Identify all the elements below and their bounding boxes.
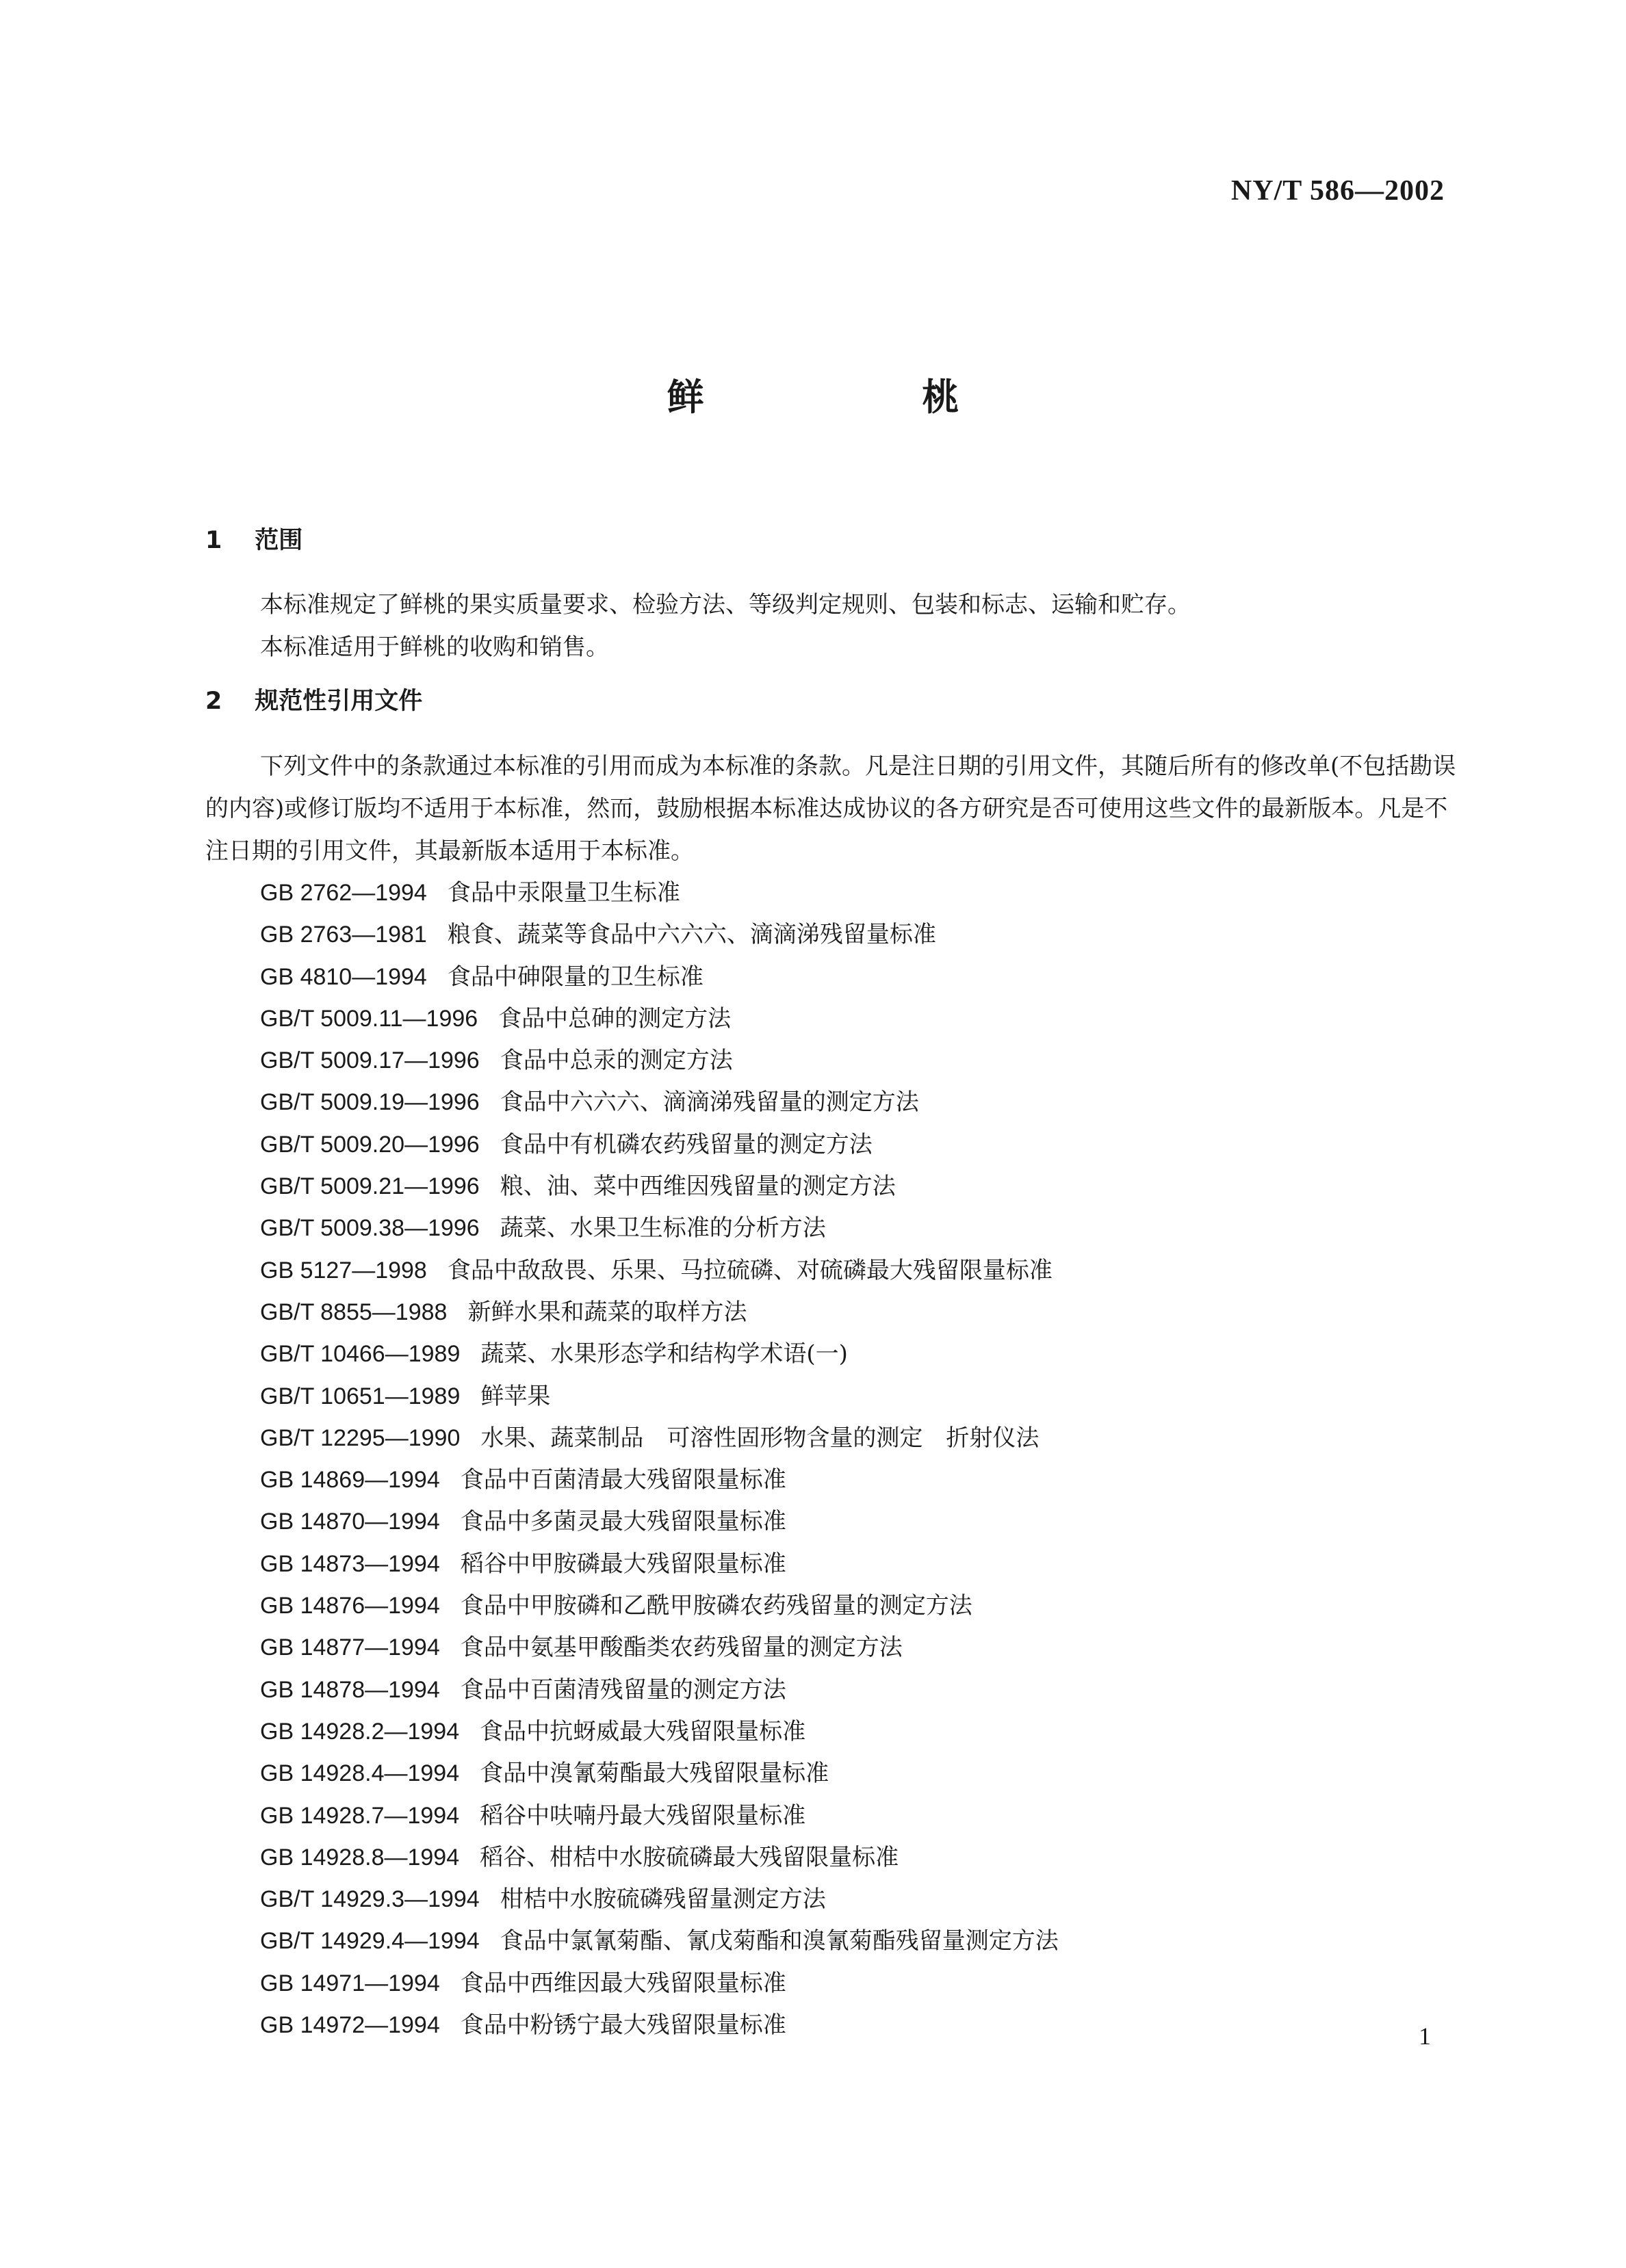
reference-title: 稻谷中甲胺磷最大残留限量标准 (460, 1550, 786, 1578)
reference-item (205, 1292, 1458, 1333)
reference-code: GB 14876—1994 (260, 1593, 440, 1619)
reference-title: 食品中多菌灵最大残留限量标准 (460, 1508, 786, 1536)
reference-item (205, 1669, 1458, 1711)
reference-title: 蔬菜、水果卫生标准的分析方法 (500, 1214, 826, 1242)
reference-item (205, 998, 1458, 1040)
reference-code: GB 2762—1994 (260, 880, 427, 906)
reference-item (205, 1543, 1458, 1585)
reference-code: GB/T 5009.11—1996 (260, 1005, 478, 1032)
reference-item (205, 1753, 1458, 1795)
reference-item (205, 956, 1458, 998)
reference-code: GB 14873—1994 (260, 1550, 440, 1577)
reference-title: 食品中敌敌畏、乐果、马拉硫磷、对硫磷最大残留限量标准 (447, 1256, 1053, 1284)
reference-title: 食品中砷限量的卫生标准 (447, 963, 704, 991)
reference-item (205, 1501, 1458, 1543)
reference-item (205, 1124, 1458, 1166)
reference-code: GB 14870—1994 (260, 1509, 440, 1535)
reference-item (205, 1963, 1458, 2005)
reference-title: 食品中氯氰菊酯、氰戊菊酯和溴氰菊酯残留量测定方法 (500, 1927, 1059, 1955)
reference-title: 食品中粉锈宁最大残留限量标准 (460, 2011, 786, 2039)
reference-code: GB/T 10651—1989 (260, 1383, 461, 1409)
reference-code: GB/T 14929.4—1994 (260, 1928, 480, 1955)
reference-title: 柑桔中水胺硫磷残留量测定方法 (500, 1886, 826, 1914)
scope-paragraph: 本标准规定了鲜桃的果实质量要求、检验方法、等级判定规则、包装和标志、运输和贮存。 (260, 591, 1191, 618)
reference-code: GB 5127—1998 (260, 1257, 427, 1283)
document-body (205, 520, 1458, 2046)
reference-code: GB/T 8855—1988 (260, 1299, 448, 1325)
reference-item (205, 1082, 1458, 1123)
reference-item (205, 1333, 1458, 1375)
reference-title: 食品中抗蚜威最大残留限量标准 (480, 1717, 806, 1745)
reference-code: GB 14928.4—1994 (260, 1760, 460, 1787)
reference-title: 食品中氨基甲酸酯类农药残留量的测定方法 (460, 1634, 903, 1662)
reference-code: GB 14878—1994 (260, 1676, 440, 1703)
section-heading-scope (205, 520, 1458, 561)
reference-item (205, 1459, 1458, 1501)
reference-title: 食品中甲胺磷和乙酰甲胺磷农药残留量的测定方法 (460, 1592, 972, 1620)
reference-item (205, 1376, 1458, 1418)
section-number: 2 (205, 688, 222, 715)
reference-item (205, 872, 1458, 914)
reference-title: 食品中溴氰菊酯最大残留限量标准 (480, 1760, 829, 1788)
reference-title: 粮、油、菜中西维因残留量的测定方法 (500, 1173, 896, 1201)
reference-item (205, 1920, 1458, 1962)
reference-code: GB/T 5009.38—1996 (260, 1215, 480, 1242)
reference-item (205, 1837, 1458, 1879)
reference-code: GB 14928.2—1994 (260, 1718, 460, 1745)
reference-code: GB/T 5009.20—1996 (260, 1131, 480, 1158)
section-title: 范围 (255, 527, 303, 554)
reference-code: GB/T 14929.3—1994 (260, 1886, 480, 1913)
reference-code: GB/T 5009.21—1996 (260, 1173, 480, 1200)
reference-item (205, 2005, 1458, 2046)
reference-title: 蔬菜、水果形态学和结构学术语(一) (480, 1340, 848, 1368)
reference-title: 食品中百菌清最大残留限量标准 (460, 1466, 786, 1494)
page-number: 1 (1419, 2022, 1431, 2050)
reference-code: GB/T 12295—1990 (260, 1424, 461, 1451)
reference-code: GB 14972—1994 (260, 2012, 440, 2039)
reference-item (205, 1585, 1458, 1627)
section-title: 规范性引用文件 (255, 688, 423, 715)
references-intro: 下列文件中的条款通过本标准的引用而成为本标准的条款。凡是注日期的引用文件，其随后所有的修改单(不包括勘误的内容)或修订版均不适用于本标准，然而，鼓励根据本标准达成协议的各方研究是否可使用这些文件的最新版本。凡是不注日期的引用文件，其最新版本适用于本标准。 (205, 753, 1456, 865)
reference-item (205, 1166, 1458, 1208)
reference-list (205, 872, 1458, 2046)
reference-code: GB/T 5009.19—1996 (260, 1089, 480, 1116)
reference-item (205, 1795, 1458, 1837)
reference-code: GB/T 5009.17—1996 (260, 1047, 480, 1074)
reference-item (205, 1040, 1458, 1082)
reference-code: GB/T 10466—1989 (260, 1341, 461, 1368)
reference-item (205, 1627, 1458, 1669)
reference-title: 食品中汞限量卫生标准 (447, 879, 680, 907)
reference-title: 食品中西维因最大残留限量标准 (460, 1969, 786, 1997)
reference-code: GB 14877—1994 (260, 1634, 440, 1661)
reference-code: GB 14869—1994 (260, 1467, 440, 1494)
reference-code: GB 14928.7—1994 (260, 1802, 460, 1829)
reference-code: GB 4810—1994 (260, 963, 427, 990)
document-title: 鲜 桃 (667, 376, 1062, 419)
reference-title: 食品中总砷的测定方法 (498, 1004, 732, 1032)
reference-title: 稻谷、柑桔中水胺硫磷最大残留限量标准 (480, 1843, 899, 1871)
reference-item (205, 1418, 1458, 1459)
standard-code: NY/T 586—2002 (1230, 175, 1445, 207)
reference-code: GB 14928.8—1994 (260, 1844, 460, 1871)
reference-item (205, 914, 1458, 956)
reference-item (205, 1711, 1458, 1753)
reference-code: GB 14971—1994 (260, 1970, 440, 1996)
reference-item (205, 1879, 1458, 1920)
reference-title: 食品中总汞的测定方法 (500, 1047, 733, 1075)
reference-item (205, 1208, 1458, 1249)
section-number: 1 (205, 527, 222, 554)
reference-title: 食品中六六六、滴滴涕残留量的测定方法 (500, 1089, 919, 1117)
reference-title: 新鲜水果和蔬菜的取样方法 (467, 1298, 747, 1326)
reference-code: GB 2763—1981 (260, 922, 427, 948)
scope-paragraph: 本标准适用于鲜桃的收购和销售。 (260, 634, 609, 661)
reference-title: 稻谷中呋喃丹最大残留限量标准 (480, 1801, 806, 1829)
reference-title: 鲜苹果 (480, 1382, 551, 1410)
section-heading-references (205, 681, 1458, 722)
reference-title: 粮食、蔬菜等食品中六六六、滴滴涕残留量标准 (447, 921, 936, 949)
reference-title: 水果、蔬菜制品 可溶性固形物含量的测定 折射仪法 (480, 1424, 1040, 1452)
reference-item (205, 1250, 1458, 1292)
reference-title: 食品中有机磷农药残留量的测定方法 (500, 1130, 873, 1158)
reference-title: 食品中百菌清残留量的测定方法 (460, 1676, 786, 1704)
